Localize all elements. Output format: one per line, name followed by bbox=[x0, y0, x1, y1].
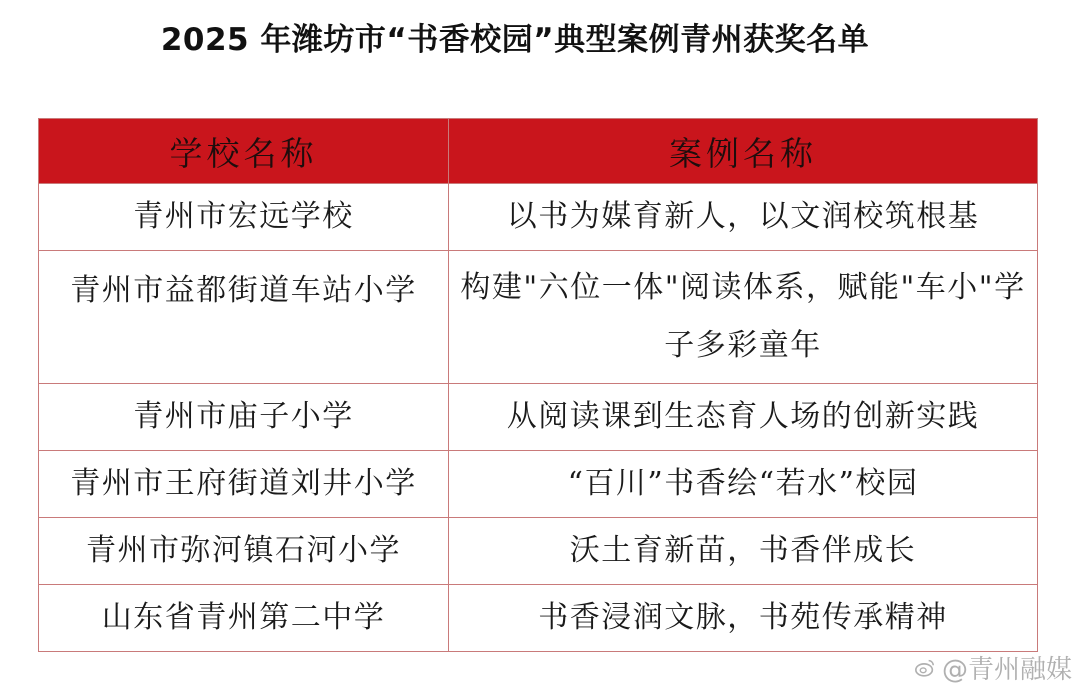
school-cell: 青州市王府街道刘井小学 bbox=[39, 451, 449, 518]
weibo-icon bbox=[914, 657, 936, 679]
school-cell: 青州市益都街道车站小学 bbox=[39, 251, 449, 384]
case-cell: “百川”书香绘“若水”校园 bbox=[449, 451, 1038, 518]
school-cell: 青州市庙子小学 bbox=[39, 384, 449, 451]
case-cell: 沃土育新苗，书香伴成长 bbox=[449, 518, 1038, 585]
page-title: 2025 年潍坊市“书香校园”典型案例青州获奖名单 bbox=[160, 22, 870, 58]
table-header-row bbox=[39, 119, 1038, 184]
header-school-name: 学校名称 bbox=[39, 119, 449, 184]
school-cell: 青州市弥河镇石河小学 bbox=[39, 518, 449, 585]
table-row bbox=[39, 251, 1038, 384]
case-cell: 以书为媒育新人，以文润校筑根基 bbox=[449, 184, 1038, 251]
table-row bbox=[39, 384, 1038, 451]
table-row bbox=[39, 518, 1038, 585]
table-row bbox=[39, 585, 1038, 652]
watermark-text: @青州融媒 bbox=[941, 655, 1072, 685]
case-cell: 从阅读课到生态育人场的创新实践 bbox=[449, 384, 1038, 451]
award-table bbox=[38, 118, 1038, 652]
header-case-name: 案例名称 bbox=[449, 119, 1038, 184]
case-cell: 书香浸润文脉，书苑传承精神 bbox=[449, 585, 1038, 652]
table-row bbox=[39, 184, 1038, 251]
watermark bbox=[914, 649, 1072, 686]
school-cell: 山东省青州第二中学 bbox=[39, 585, 449, 652]
table-row bbox=[39, 451, 1038, 518]
school-cell: 青州市宏远学校 bbox=[39, 184, 449, 251]
case-cell: 构建"六位一体"阅读体系，赋能"车小"学子多彩童年 bbox=[449, 251, 1038, 384]
